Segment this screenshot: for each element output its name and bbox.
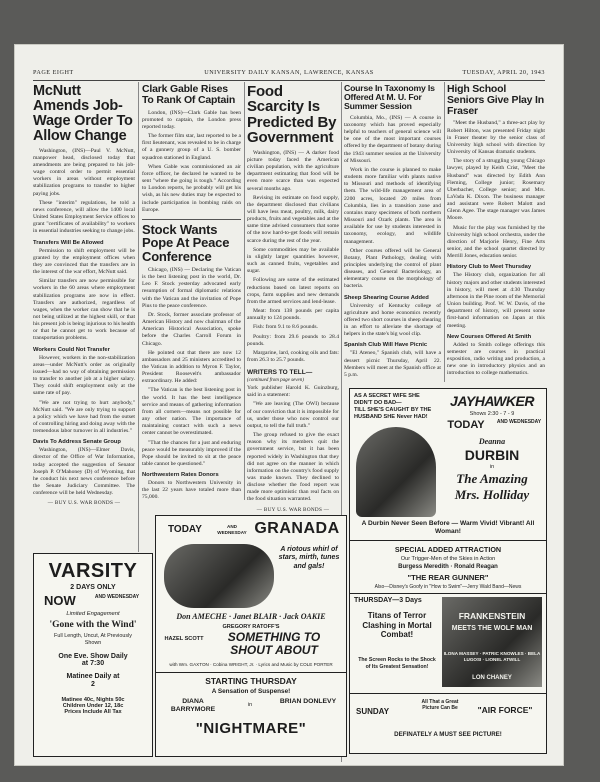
screen-rocks: The Screen Rocks to the Shock of Its Greatest Sensation! bbox=[358, 657, 436, 670]
granada-stars: Don AMECHE · Janet BLAIR · Jack OAKIE bbox=[176, 612, 326, 621]
hazel-scott: HAZEL SCOTT bbox=[164, 636, 204, 642]
article-paragraph: Fish: from 9.1 to 8.6 pounds. bbox=[253, 324, 318, 331]
article-paragraph: Donors to Northwestern University in the last 22 years have totaled more than 75,000. bbox=[142, 480, 241, 501]
divider bbox=[350, 593, 546, 594]
rear-gunner-title: "THE REAR GUNNER" bbox=[407, 573, 489, 582]
article-paragraph: The former film star, last reported to be a first lieutenant, was revealed to be in charge of a gunnery group of a U. S. bomber squadron stationed in England. bbox=[142, 133, 241, 161]
must-see: DEFINATELY A MUST SEE PICTURE! bbox=[394, 731, 502, 738]
teaser-line: TILL SHE'S CAUGHT BY THE HUSBAND SHE Never HAD! bbox=[354, 406, 432, 420]
granada-credits: with Wm. GAXTON · Cobina WRIGHT, Jr. · Lyrics and Music by COLE PORTER bbox=[169, 662, 333, 667]
article-paragraph: Washington, (INS)—Paul V. McNutt, manpower head, disclosed today that amendments are being prepared to his job-wage control order to permit essential workers in areas without employment stabilization programs to transfer to higher paying jobs. bbox=[33, 147, 135, 197]
center-left-column bbox=[142, 84, 241, 504]
jayhawker-teaser bbox=[354, 393, 436, 421]
today-label: TODAY bbox=[447, 419, 485, 431]
taxonomy-article bbox=[344, 84, 441, 384]
masthead-rule bbox=[33, 80, 545, 81]
article-paragraph: Dr. Stock, former associate professor of American History and now chairman of the American Historical Association, spoke before the Charles Carroll Forum in Chicago. bbox=[142, 311, 241, 347]
issue-date: TUESDAY, APRIL 20, 1943 bbox=[462, 69, 545, 76]
food-article bbox=[247, 83, 339, 513]
article-paragraph: Margarine, lard, cooking oils and fats: from 26.3 to 25.7 pounds. bbox=[247, 349, 339, 363]
film-title-1: The Amazing bbox=[456, 471, 528, 486]
jayhawker-name: JAYHAWKER bbox=[450, 393, 534, 409]
divider bbox=[156, 672, 346, 673]
stars-photo bbox=[164, 544, 274, 608]
durbin-photo bbox=[356, 427, 436, 517]
in-label: in bbox=[489, 464, 495, 470]
and-wednesday: AND WEDNESDAY bbox=[94, 594, 140, 600]
column-rule bbox=[138, 82, 139, 552]
war-bonds-filler: — BUY U.S. WAR BONDS — bbox=[47, 500, 121, 507]
column-rule bbox=[244, 82, 245, 500]
gable-headline: Clark Gable Rises To Rank Of Captain bbox=[142, 83, 236, 106]
starting-thursday: STARTING THURSDAY bbox=[205, 676, 297, 686]
article-paragraph: Work in the course is planned to make students more familiar with plants native to Missouri and methods of identifying them. The wild-life management area of 2200 acres, located 20 miles from Columbia, lies in a transition zone and contains many specimens of both northern Missouri and Ozark plants. The area is available for use by students interested in taxonomy, ecology, and wildlife management. bbox=[344, 166, 441, 245]
limited-engagement: Limited Engagement bbox=[66, 611, 120, 617]
thursday-label: THURSDAY—3 Days bbox=[354, 597, 422, 604]
mcnutt-headline: McNutt Amends Job-Wage Order To Allow Change bbox=[33, 83, 133, 144]
article-paragraph: The group refused to give the exact reason why its members quit the government service, but it has been reported widely in Washington that they did not agree on the manner in which information on the country's food supply was made known. They declined to disclose whether the food report was made more optimistic than real facts on the food situation warranted. bbox=[247, 432, 339, 503]
prices-line: Children Under 12, 18c bbox=[62, 703, 124, 710]
article-paragraph: The History club, organization for all history majors and other students interested in history, will meet at 4:30 Thursday afternoon in the Pine room of the Memorial Union building. Prof. W. W. Davis, of the department of history, will present some first-hand information on Japan at this meeting. bbox=[447, 272, 545, 329]
article-paragraph: These "interim" regulations, he told a news conference, will allow the 1400 local United States Employment Service offices to grant "certificates of availability" to workers in essential industries seeking to change jobs. bbox=[33, 199, 135, 235]
article-paragraph: Washington, (INS) — A darker food picture today faced the American civilian population, with the agriculture department estimating that food will be even more scarce than was expected several months ago. bbox=[247, 149, 339, 192]
prices-line: Prices Include All Tax bbox=[64, 709, 122, 716]
article-paragraph: Chicago, (INS) — Declaring the Vatican is the best listening post in the world, Dr. Leo F. Stock yesterday advocated early resumption of formal diplomatic relations with the Vatican and the invitation of Pope Pius to the peace conference. bbox=[142, 266, 241, 309]
article-paragraph: Some commodities may be available in slightly larger quantities however, such as canned fruits, vegetables and sugar. bbox=[247, 246, 339, 275]
star-first-name: Deanna bbox=[478, 437, 506, 446]
divider bbox=[350, 540, 546, 541]
special-stars: Burgess Meredith · Ronald Reagan bbox=[398, 564, 498, 570]
riotous-whirl: A riotous whirl of stars, mirth, tunes and gals! bbox=[278, 546, 340, 570]
article-paragraph: York publisher Harold K. Guinzburg, said in a statement: bbox=[247, 385, 339, 399]
article-paragraph: Following are some of the estimated reductions based on latest reports on crops, farm supplies and new demands from the armed services and lend-lease. bbox=[247, 277, 339, 305]
star-last-name: DURBIN bbox=[464, 447, 520, 463]
article-paragraph: Permission to shift employment will be granted by the employment offices when they are convinced that the transfers are in the interest of the war effort, McNutt said. bbox=[33, 247, 135, 276]
one-eve-show: One Eve. Show Daily bbox=[58, 652, 128, 660]
great-picture: All That a Great Picture Can Be bbox=[421, 699, 459, 712]
subhead: Davis To Address Senate Group bbox=[33, 439, 121, 446]
today-label: TODAY bbox=[168, 524, 202, 535]
special-extras: Also—Disney's Goofy in "How to Swim"—Jerry Wald Band—News bbox=[374, 584, 522, 590]
something-to-shout-title: SOMETHING TO SHOUT ABOUT bbox=[227, 630, 321, 657]
special-line: Our Trigger-Men of the Skies in Action bbox=[400, 556, 496, 562]
fwm-cast: ILONA MASSEY · PATRIC KNOWLES · BELA LUGOSI · LIONEL ATWILL bbox=[443, 651, 541, 662]
now-row bbox=[34, 593, 152, 611]
article-paragraph: Similar transfers are now permissible for workers in the 60 areas where employment stabilization programs are now in effect. Transfers are authorized, regardless of wages, when the worker can show that he is not being utilized at the highest skill, or that his present job is being injurious to his health or that he cannot get to work because of transportation problems. bbox=[33, 278, 135, 342]
show-times: Shows 2:30 - 7 - 9 bbox=[469, 411, 515, 417]
article-paragraph: When Gable was commissioned an air force officer, he declared he wanted to be sent "where the going is tough." According to London reports, he probably will get his wish, as his new duties may be expected to include participation in bombing raids on Europe. bbox=[142, 163, 241, 213]
jayhawker-ad bbox=[349, 388, 547, 754]
suspense-line: A Sensation of Suspense! bbox=[211, 688, 291, 695]
writers-headline: WRITERS TO TELL— bbox=[247, 369, 313, 377]
durbin-tagline: A Durbin Never Seen Before — Warm Vivid! Vibrant! All Woman! bbox=[361, 520, 535, 535]
article-paragraph: "We are not trying to hurt anybody," McNutt said. "We are only trying to support a policy which we have had from the outset of controlling hiring and doing away with the tremendous labor turnover in all industries." bbox=[33, 399, 135, 435]
show-time: at 7:30 bbox=[81, 659, 105, 667]
varsity-ad bbox=[33, 553, 153, 757]
article-paragraph: Other courses offered will be General Botany, Plant Pathology, dealing with principles underlying the control of plant diseases, and General Bacteriology, an elementary course on the morphology of bacteria. bbox=[344, 247, 441, 290]
titans-line: Titans of Terror Clashing in Mortal Combat! bbox=[362, 611, 432, 640]
article-paragraph: Poultry: from 29.6 pounds to 28.4 pounds. bbox=[247, 333, 339, 347]
article-paragraph: The story of a struggling young Chicago lawyer, played by Keith Crist, "Meet the Husband" was directed by Edith Ann Fleming, College junior; Rosemary Uberbacher, College senior; and Mrs. LaVada K. Dixon. The business manager and assistant were Robert Malott and Glenn Agee. The stage manager was James Moore. bbox=[447, 158, 545, 222]
newspaper-page bbox=[14, 44, 564, 766]
article-paragraph: University of Kentucky college of agriculture and home economics recently offered two short courses in sheep shearing in an effort to alleviate the shortage of helpers in the state's big wool clip. bbox=[344, 302, 441, 338]
wolfman-title: MEETS THE WOLF MAN bbox=[451, 625, 533, 632]
article-paragraph: However, workers in the non-stabilization areas—under McNutt's order as originally issued—had no way of obtaining permission to transfer to another job at a higher salary. They could shift employment only at the same rate of pay. bbox=[33, 354, 135, 397]
ratoff-credit: GREGORY RATOFF'S bbox=[222, 624, 280, 630]
nightmare-title: "NIGHTMARE" bbox=[195, 720, 307, 737]
varsity-name: VARSITY bbox=[48, 560, 138, 582]
highschool-headline: High School Seniors Give Play In Fraser bbox=[447, 83, 544, 117]
two-days-only: 2 DAYS ONLY bbox=[70, 584, 116, 591]
article-paragraph: "That the chances for a just and enduring peace would be measurably improved if the Pope should be invited to sit at the peace table cannot be questioned." bbox=[142, 439, 241, 467]
brian-donlevy: BRIAN DONLEVY bbox=[279, 698, 337, 705]
subhead: Spanish Club Will Have Picnic bbox=[344, 342, 428, 349]
subhead: New Courses Offered At Smith bbox=[447, 333, 532, 340]
article-paragraph: Washington, (INS)—Elmer Davis, director of the Office of War Information, today accepted the suggestion of Senator Joseph P. O'Mahoney (D) of Wyoming, that he conduct his next news conference before the Senate Judiciary Committee. The conference will be held Wednesday. bbox=[33, 447, 135, 497]
subhead: History Club to Meet Thursday bbox=[447, 264, 532, 271]
article-paragraph: Revising its estimate on food supply, the department disclosed that civilians will have less meat, poultry, milk, dairy products, fruits and vegetables and at the same time advised consumers that some of the now hard-to-get foods will remain scarce during the rest of the year. bbox=[247, 194, 339, 244]
sunday-label: SUNDAY bbox=[356, 707, 390, 716]
film-title-2: Mrs. Holliday bbox=[454, 487, 530, 502]
gwtw-title: 'Gone with the Wind' bbox=[49, 620, 137, 630]
special-attraction: SPECIAL ADDED ATTRACTION bbox=[394, 545, 502, 554]
article-paragraph: "El Ateneo," Spanish club, will have a dessert picnic Thursday, April 22. Members will meet at the Spanish office at 5 p.m. bbox=[344, 350, 441, 378]
article-paragraph: Columbia, Mo., (INS) — A course in taxonomy which has proved especially helpful to teachers of general science will be one of the most important courses offered by the department of botany during the 1943 summer session at the University of Missouri. bbox=[344, 114, 441, 164]
in-label: in bbox=[247, 702, 253, 708]
article-paragraph: "We are leaving (The OWI) because of our conviction that it is impossible for us, under those who now control our output, to tell the full truth." bbox=[247, 401, 339, 429]
war-bonds-filler: — BUY U.S. WAR BONDS — bbox=[256, 506, 330, 513]
pope-headline: Stock Wants Pope At Peace Conference bbox=[142, 219, 241, 263]
article-paragraph: He pointed out that there are now 12 ambassadors and 25 ministers accredited to the Vatican in addition to Myron F. Taylor, President Roosevelt's ambassador extraordinary. He added: bbox=[142, 349, 241, 385]
article-paragraph: Meat: from 138 pounds per capita annually to 124 pounds. bbox=[247, 308, 339, 322]
now-label: NOW bbox=[44, 593, 76, 608]
subhead: Workers Could Not Transfer bbox=[33, 346, 110, 353]
teaser-line: AS A SECRET WIFE SHE DIDN'T DO BAD— bbox=[354, 393, 420, 406]
prices-line: Matinee 40c, Nights 50c bbox=[61, 697, 125, 704]
column-rule bbox=[444, 82, 445, 382]
page-number: PAGE EIGHT bbox=[33, 69, 74, 76]
granada-name: GRANADA bbox=[254, 520, 340, 537]
frankenstein-title: FRANKENSTEIN bbox=[458, 611, 526, 621]
highschool-article bbox=[447, 84, 545, 384]
diana-barrymore: DIANA BARRYMORE bbox=[170, 698, 216, 713]
taxonomy-headline: Course In Taxonomy Is Offered At M. U. For Summer Session bbox=[344, 83, 435, 111]
fwm-chaney: LON CHANEY bbox=[472, 675, 512, 681]
article-paragraph: "The Vatican is the best listening post in the world. It has the best intelligence service and means of gathering information from all corners—means not possible for any other nation. The importance of maintaining contact with such a news center cannot be overestimated. bbox=[142, 387, 241, 437]
matinee-daily: Matinee Daily at 2 bbox=[66, 672, 120, 688]
article-paragraph: Added to Smith college offerings this semester are courses in practical exposition, radio writing and production, a new one in introductory physics and an introduction to college mathematics. bbox=[447, 341, 545, 377]
paper-name: UNIVERSITY DAILY KANSAN, LAWRENCE, KANSAS bbox=[204, 69, 374, 76]
and-wednesday: AND WEDNESDAY bbox=[217, 524, 247, 535]
subhead: Northwestern Rates Donors bbox=[142, 472, 219, 479]
subhead: Transfers Will Be Allowed bbox=[33, 239, 104, 246]
full-length-note: Full Length, Uncut, At Previously Shown bbox=[54, 633, 132, 646]
subhead: Sheep Shearing Course Added bbox=[344, 294, 429, 301]
granada-ad bbox=[155, 515, 347, 757]
article-paragraph: London, (INS)—Clark Gable has been promoted to captain, the London press reported today. bbox=[142, 109, 241, 130]
article-paragraph: "Meet the Husband," a three-act play by Robert Hilton, was presented Friday night in Fraser theater by the senior class of University high school with direction by University of Kansas dramatic students. bbox=[447, 120, 545, 156]
and-wednesday: AND WEDNESDAY bbox=[496, 419, 542, 425]
article-paragraph: Music for the play was furnished by the University high school orchestra, under the direction of Marjorie Henry, Fine Arts senior, and the school quartet directed by Merrill Jones, education senior. bbox=[447, 224, 545, 260]
divider bbox=[350, 693, 546, 694]
mcnutt-article bbox=[33, 84, 135, 556]
air-force-title: "AIR FORCE" bbox=[477, 705, 533, 715]
food-headline: Food Scarcity Is Predicted By Government bbox=[247, 83, 337, 147]
masthead bbox=[33, 69, 545, 79]
continued-note: (continued from page seven) bbox=[247, 378, 304, 384]
